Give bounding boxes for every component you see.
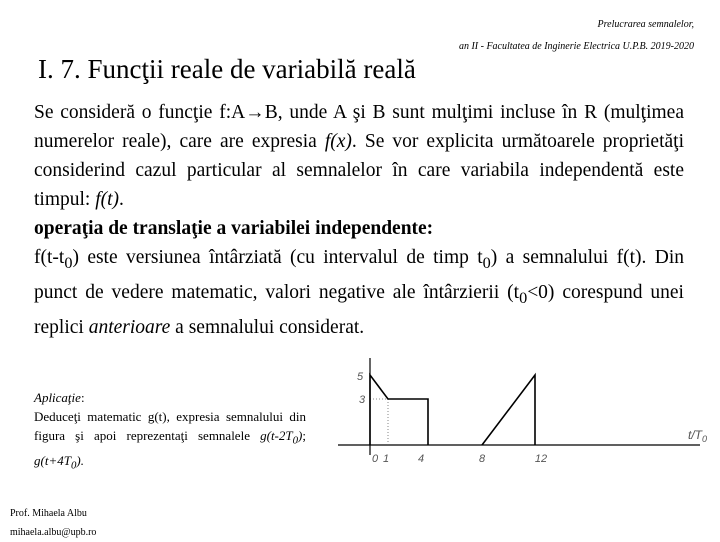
author-email: mihaela.albu@upb.ro <box>10 527 97 538</box>
header <box>459 14 694 58</box>
application-box: Aplicaţie: Deduceţi matematic g(t), expresia semnalului din figura şi apoi reprezentaţi semnalele $g(t-2T_0)$; $g(t+4T_0)$. <box>34 390 306 472</box>
application-text: Deduceţi matematic g(t), expresia semnalului din figura şi apoi reprezentaţi semnalele <box>34 409 306 443</box>
x-tick-1: 1 <box>382 453 390 465</box>
author-name: Prof. Mihaela Albu <box>10 508 87 519</box>
footer <box>10 504 96 542</box>
x-tick-8: 8 <box>478 453 486 465</box>
arrow-symbol: → <box>245 102 265 123</box>
x-tick-12: 12 <box>534 453 548 465</box>
header-faculty: an II - Facultatea de Inginerie Electrica U.P.B. 2019-2020 <box>458 41 694 52</box>
section-heading: operaţia de translaţie a variabilei independente: <box>34 218 434 239</box>
y-tick-5: 5 <box>356 371 364 383</box>
slide-body <box>34 98 684 342</box>
signal-segment-1 <box>370 375 428 445</box>
x-tick-4: 4 <box>417 453 425 465</box>
signal-segment-2 <box>482 375 535 445</box>
slide-title: I. 7. Funcţii reale de variabilă reală <box>38 54 416 84</box>
signal-1: $g(t-2T_0)$ <box>260 428 303 447</box>
paragraph-translation: $f(t-t_0)$ este versiunea întârziată (cu intervalul de timp $t_0$) a semnalului f(t). Din punct de vedere matematic, valori negative ale întârzierii $(t_0<0)$ corespund unei replici anterioare a semnalului considerat. <box>34 247 684 338</box>
y-tick-3: 3 <box>358 394 366 406</box>
signal-2: $g(t+4T_0)$. <box>34 452 84 472</box>
application-label: Aplicaţie <box>34 390 81 405</box>
x-axis-label: $t/T_0$ <box>688 428 708 444</box>
paragraph-definition: Se consideră o funcţie f:A→B, unde A şi B sunt mulţimi incluse în R (mulţimea numerelor reale), care are expresia f(x). Se vor explicita următoarele proprietăţi considerind cazul particular al semnalelor în care variabila independentă este timpul: f(t). <box>34 102 684 210</box>
signal-graph <box>330 352 715 472</box>
x-tick-0: 0 <box>371 453 379 465</box>
header-course: Prelucrarea semnalelor, <box>597 19 694 30</box>
